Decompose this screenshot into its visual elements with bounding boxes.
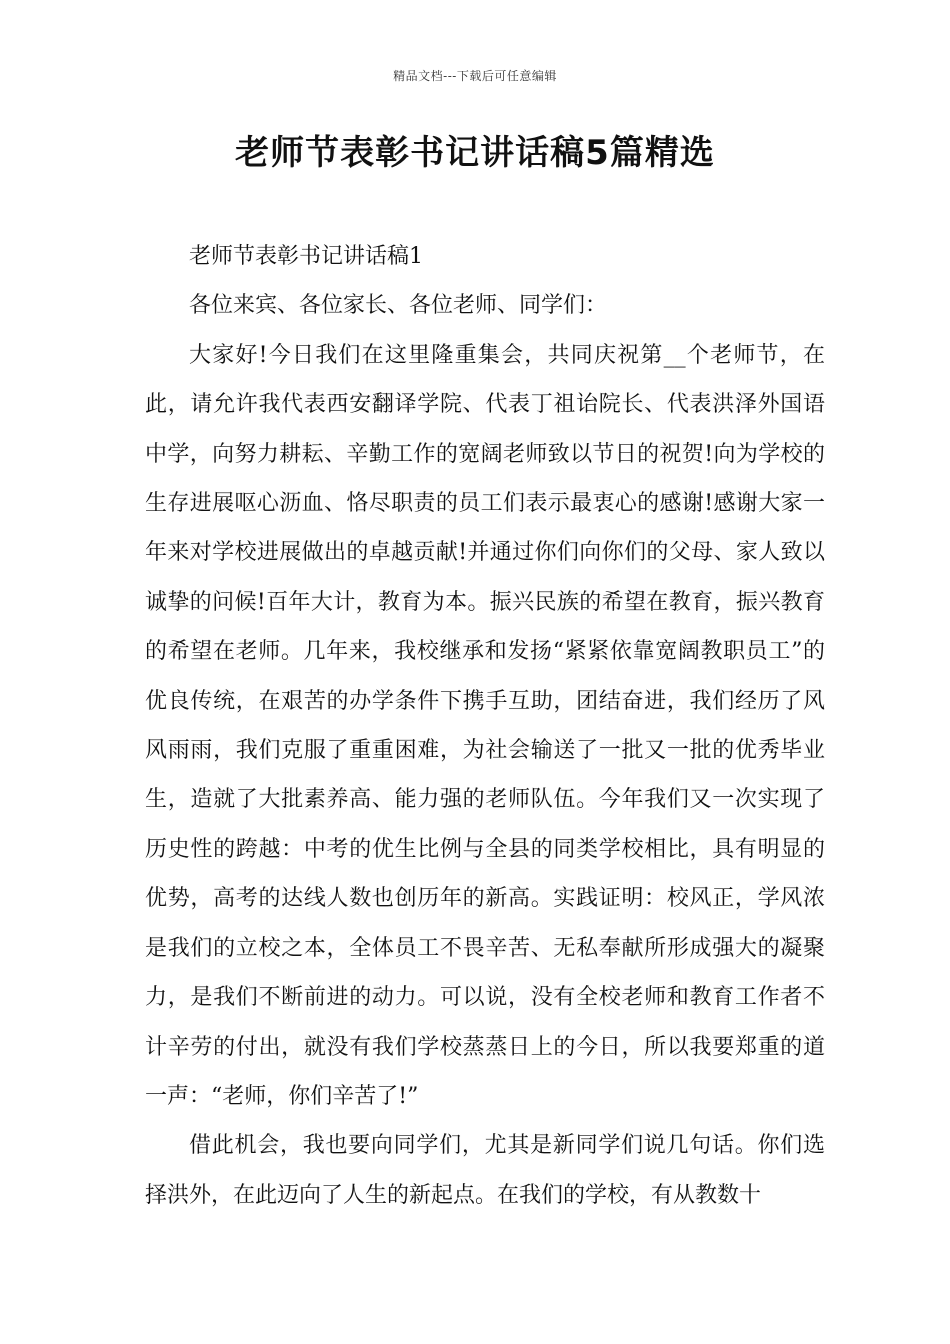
salutation: 各位来宾、各位家长、各位老师、同学们： [189, 293, 608, 319]
document-body [145, 232, 825, 1220]
document-title: 老师节表彰书记讲话稿5篇精选 [235, 133, 715, 173]
body-paragraph: 大家好!今日我们在这里隆重集会，共同庆祝第__个老师节，在此，请允许我代表西安翻译学院、代表丁祖诒院长、代表洪泽外国语中学，向努力耕耘、辛勤工作的宽阔老师致以节日的祝贺!向为学校的生存进展呕心沥血、恪尽职责的员工们表示最衷心的感谢!感谢大家一年来对学校进展做出的卓越贡献!并通过你们向你们的父母、家人致以诚挚的问候!百年大计，教育为本。振兴民族的希望在教育，振兴教育的希望在老师。几年来，我校继承和发扬“紧紧依靠宽阔教职员工”的优良传统，在艰苦的办学条件下携手互助，团结奋进，我们经历了风风雨雨，我们克服了重重困难，为社会输送了一批又一批的优秀毕业生，造就了大批素养高、能力强的老师队伍。今年我们又一次实现了历史性的跨越：中考的优生比例与全县的同类学校相比，具有明显的优势，高考的达线人数也创历年的新高。实践证明：校风正，学风浓是我们的立校之本，全体员工不畏辛苦、无私奉献所形成强大的凝聚力，是我们不断前进的动力。可以说，没有全校老师和教育工作者不计辛劳的付出，就没有我们学校蒸蒸日上的今日，所以我要郑重的道一声：“老师，你们辛苦了!” [145, 342, 825, 1109]
body-paragraph: 借此机会，我也要向同学们，尤其是新同学们说几句话。你们选择洪外，在此迈向了人生的新起点。在我们的学校，有从教数十 [145, 1133, 825, 1208]
header-note: 精品文档---下载后可任意编辑 [393, 69, 557, 83]
section-title: 老师节表彰书记讲话稿1 [189, 244, 423, 269]
